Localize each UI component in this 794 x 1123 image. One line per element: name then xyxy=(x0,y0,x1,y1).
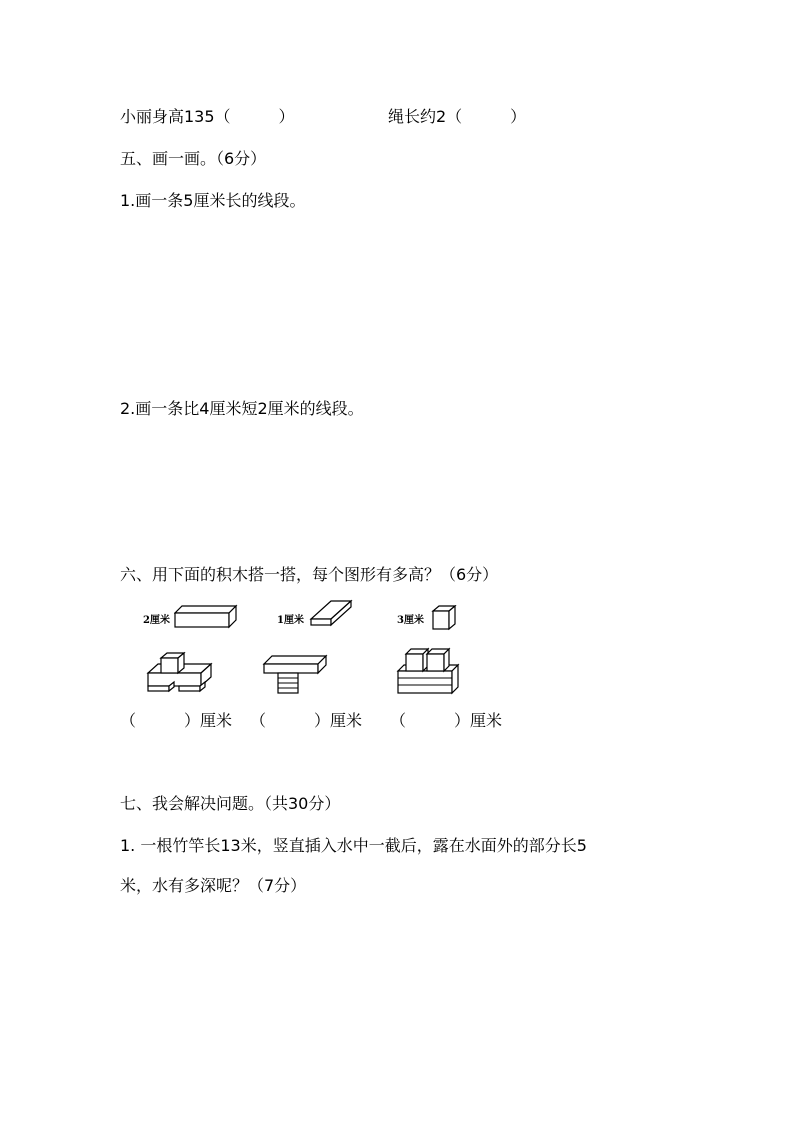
answer-blank-a: （ ）厘米 xyxy=(120,711,233,730)
answer-blank-b: （ ）厘米 xyxy=(250,711,363,730)
stacked-figure-c xyxy=(396,645,462,697)
answer-blank-c: （ ）厘米 xyxy=(390,711,503,730)
block-label-3cm: 3厘米 xyxy=(397,615,424,626)
long-flat-block-icon xyxy=(174,604,240,630)
stacked-figure-b xyxy=(262,652,330,696)
thin-slanted-block-icon xyxy=(309,598,353,630)
block-label-1cm: 1厘米 xyxy=(277,615,304,626)
section-5-question-2: 2.画一条比4厘米短2厘米的线段。 xyxy=(120,399,364,418)
section-7-question-1-line-1: 1. 一根竹竿长13米，竖直插入水中一截后，露在水面外的部分长5 xyxy=(120,836,587,855)
block-label-2cm: 2厘米 xyxy=(143,615,170,626)
stacked-figure-a xyxy=(143,650,221,696)
section-5-question-1: 1.画一条5厘米长的线段。 xyxy=(120,191,306,210)
rope-length-fill-in: 绳长约2（ ） xyxy=(388,107,527,126)
section-6-title: 六、用下面的积木搭一搭，每个图形有多高？（6分） xyxy=(120,565,499,584)
section-7-title: 七、我会解决问题。（共30分） xyxy=(120,794,341,813)
section-5-title: 五、画一画。（6分） xyxy=(120,149,267,168)
section-7-question-1-line-2: 米，水有多深呢？（7分） xyxy=(120,876,307,895)
cube-block-icon xyxy=(431,605,459,631)
height-fill-in: 小丽身高135（ ） xyxy=(120,107,295,126)
